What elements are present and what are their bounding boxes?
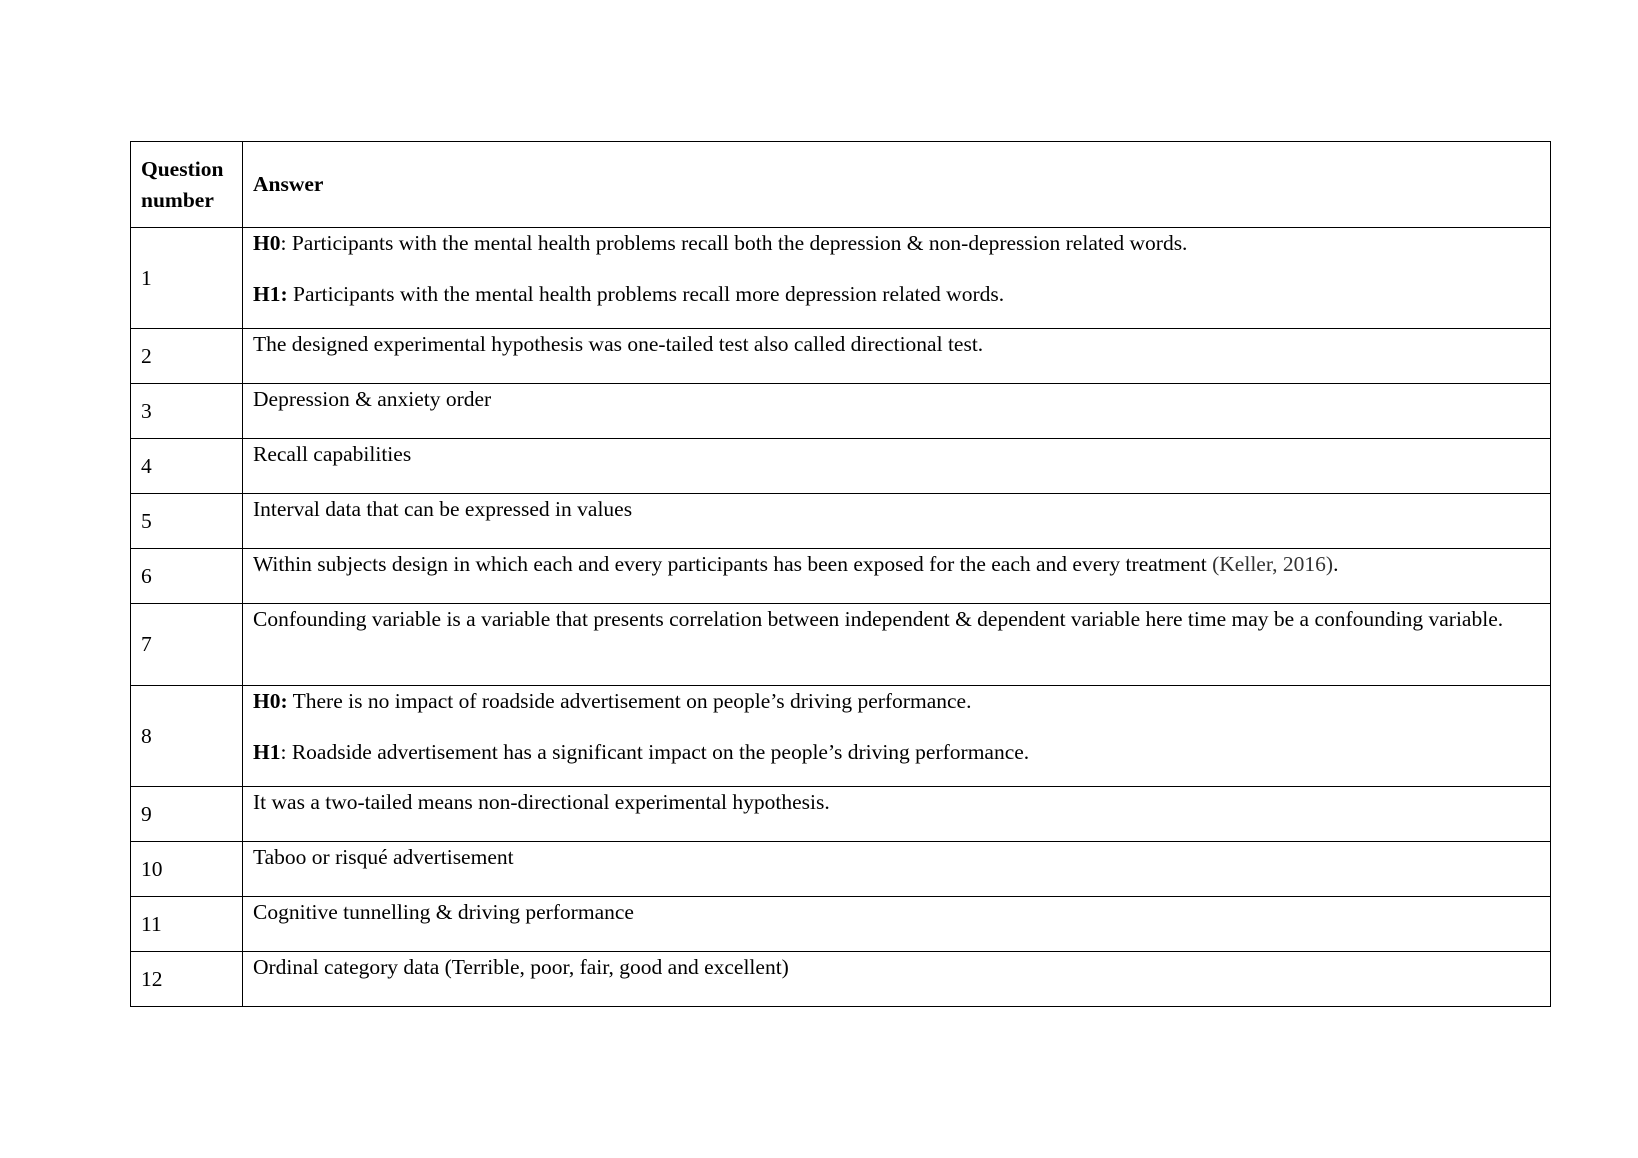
table-row bbox=[131, 897, 1551, 952]
answer-text-end: . bbox=[1333, 552, 1339, 576]
table-row bbox=[131, 842, 1551, 897]
question-number-text: 11 bbox=[141, 911, 162, 936]
hypothesis-text: : Participants with the mental health problems recall both the depression & non-depression related words. bbox=[280, 231, 1188, 255]
answer-text-body: Within subjects design in which each and every participants has been exposed for the each and every treatment bbox=[253, 552, 1213, 576]
answer-text: Ordinal category data (Terrible, poor, fair, good and excellent) bbox=[253, 955, 789, 979]
question-number-text: 5 bbox=[141, 508, 152, 533]
question-number-text: 7 bbox=[141, 632, 152, 656]
question-number bbox=[131, 604, 243, 686]
table-row bbox=[131, 329, 1551, 384]
table-row bbox=[131, 439, 1551, 494]
table-row bbox=[131, 604, 1551, 686]
answer-cell bbox=[243, 384, 1551, 439]
answer-text: Interval data that can be expressed in values bbox=[253, 497, 633, 521]
question-number-text: 4 bbox=[141, 453, 152, 478]
question-number bbox=[131, 897, 243, 952]
question-number bbox=[131, 384, 243, 439]
hypothesis-label: H0 bbox=[253, 231, 281, 255]
answer-cell bbox=[243, 329, 1551, 384]
answer-header: Answer bbox=[243, 142, 1551, 228]
table-row bbox=[131, 686, 1551, 787]
question-number-text: 8 bbox=[141, 723, 152, 748]
question-number-header: Question number bbox=[131, 142, 243, 228]
question-number-text: 12 bbox=[141, 966, 163, 991]
hypothesis-text: There is no impact of roadside advertisement on people’s driving performance. bbox=[287, 689, 972, 713]
question-number-text: 1 bbox=[141, 265, 152, 290]
answer-text: Taboo or risqué advertisement bbox=[253, 845, 514, 869]
answer-cell bbox=[243, 549, 1551, 604]
question-number bbox=[131, 952, 243, 1007]
table-row bbox=[131, 384, 1551, 439]
answer-cell bbox=[243, 686, 1551, 787]
answer-text: Cognitive tunnelling & driving performance bbox=[253, 900, 634, 924]
question-number bbox=[131, 228, 243, 329]
table-header-row bbox=[131, 142, 1551, 228]
answer-cell bbox=[243, 439, 1551, 494]
question-number bbox=[131, 787, 243, 842]
table-row bbox=[131, 952, 1551, 1007]
answer-cell bbox=[243, 952, 1551, 1007]
answer-text: Recall capabilities bbox=[253, 442, 412, 466]
table-row bbox=[131, 787, 1551, 842]
alternative-hypothesis bbox=[253, 737, 1540, 768]
hypothesis-label: H0: bbox=[253, 689, 288, 713]
question-number bbox=[131, 439, 243, 494]
question-number bbox=[131, 842, 243, 897]
answer-cell bbox=[243, 228, 1551, 329]
alternative-hypothesis bbox=[253, 279, 1540, 310]
answer-cell bbox=[243, 897, 1551, 952]
question-number bbox=[131, 549, 243, 604]
hypothesis-label: H1: bbox=[253, 282, 288, 306]
question-number bbox=[131, 686, 243, 787]
answer-cell bbox=[243, 494, 1551, 549]
question-number-text: 3 bbox=[141, 398, 152, 423]
answer-text: The designed experimental hypothesis was one-tailed test also called directional test. bbox=[253, 332, 984, 356]
hypothesis-text: : Roadside advertisement has a significant impact on the people’s driving performance. bbox=[280, 740, 1030, 764]
answer-text bbox=[253, 549, 1540, 580]
question-number bbox=[131, 329, 243, 384]
answer-cell bbox=[243, 604, 1551, 686]
question-number-text: 9 bbox=[141, 801, 152, 826]
table-row bbox=[131, 228, 1551, 329]
question-number bbox=[131, 494, 243, 549]
hypothesis-label: H1 bbox=[253, 740, 281, 764]
question-number-text: 6 bbox=[141, 563, 152, 588]
question-number-text: 10 bbox=[141, 856, 163, 881]
answer-text: Depression & anxiety order bbox=[253, 387, 492, 411]
answer-cell bbox=[243, 787, 1551, 842]
question-number-text: 2 bbox=[141, 343, 152, 368]
hypothesis-text: Participants with the mental health problems recall more depression related words. bbox=[287, 282, 1005, 306]
table-row bbox=[131, 549, 1551, 604]
answer-text: Confounding variable is a variable that presents correlation between independent & dependent variable here time may be a confounding variable. bbox=[253, 607, 1504, 631]
answer-text: It was a two-tailed means non-directional experimental hypothesis. bbox=[253, 790, 830, 814]
citation: (Keller, 2016) bbox=[1212, 552, 1334, 576]
null-hypothesis bbox=[253, 686, 1540, 717]
answer-cell bbox=[243, 842, 1551, 897]
table-row bbox=[131, 494, 1551, 549]
null-hypothesis bbox=[253, 228, 1540, 259]
answers-table bbox=[130, 141, 1551, 1007]
